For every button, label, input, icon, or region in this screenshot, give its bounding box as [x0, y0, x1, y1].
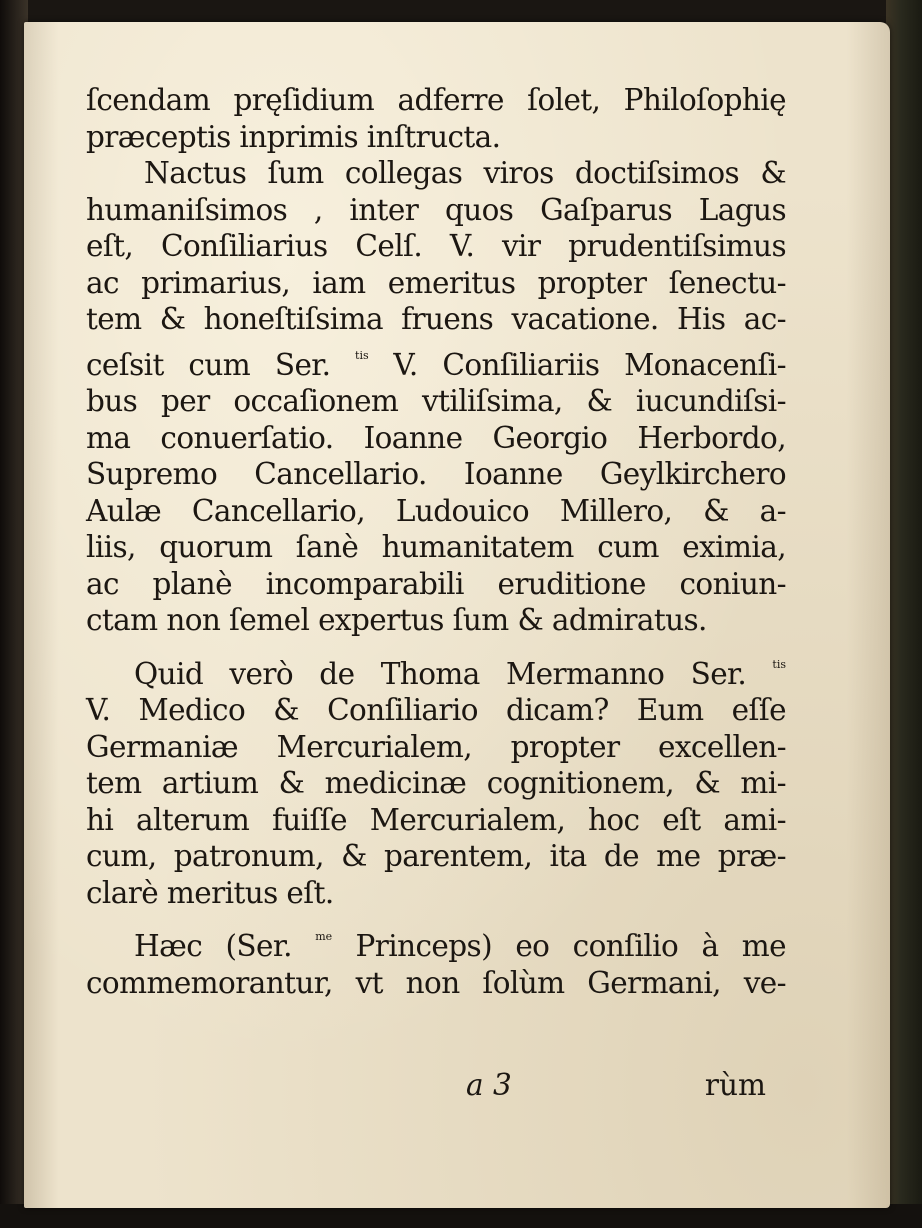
text-line: Aulæ Cancellario, Ludouico Millero, & a-	[86, 493, 786, 528]
abbreviation-superscript: tis	[355, 348, 369, 362]
signature-mark: a 3	[466, 1068, 512, 1102]
catchword: rùm	[704, 1068, 766, 1102]
text-line: ſcendam pręſidium adferre ſolet, Philoſophię	[86, 83, 786, 117]
text-line: clarè meritus eſt.	[86, 875, 334, 910]
text-line: commemorantur, vt non ſolùm Germani, ve-	[86, 965, 786, 1000]
text-line: Hæc (Ser. $^{me}$ Princeps) eo conſilio à me	[134, 929, 786, 963]
page-text	[86, 82, 786, 1001]
text-line: eſt, Conſiliarius Celſ. V. vir prudentiſsimus	[86, 229, 786, 263]
text-line: ac primarius, iam emeritus propter ſenectu-	[86, 265, 786, 300]
text-line: liis, quorum ſanè humanitatem cum eximia,	[86, 530, 786, 564]
text-line: humaniſsimos , inter quos Gaſparus Lagus	[86, 192, 786, 227]
text-line: Supremo Cancellario. Ioanne Geylkirchero	[86, 457, 786, 491]
text-line: Quid verò de Thoma Mermanno Ser. $^{tis}$	[134, 656, 786, 691]
abbreviation-superscript: tis	[772, 657, 786, 671]
text-line: Germaniæ Mercurialem, propter excellen-	[86, 729, 786, 764]
text-line: cum, patronum, & parentem, ita de me præ-	[86, 839, 786, 873]
book-cover-right-edge	[886, 0, 922, 1228]
text-line: ac planè incomparabili eruditione coniun-	[86, 566, 786, 601]
abbreviation-superscript: me	[315, 930, 333, 943]
text-line: hi alterum fuiſſe Mercurialem, hoc eſt ami-	[86, 802, 786, 837]
text-line: tem & honeſtiſsima fruens vacatione. His ac-	[86, 302, 786, 336]
text-line: præceptis inprimis inſtructa.	[86, 119, 501, 154]
text-line: Nactus ſum collegas viros doctiſsimos &	[144, 156, 786, 190]
book-page	[24, 22, 890, 1208]
text-line: ceſsit cum Ser. $^{tis}$ V. Conſiliariis Monacenſi-	[86, 347, 786, 382]
text-line: bus per occaſionem vtiliſsima, & iucundiſsi-	[86, 384, 786, 418]
text-line: V. Medico & Conſiliario dicam? Eum eſſe	[86, 693, 786, 727]
text-line: tem artium & medicinæ cognitionem, & mi-	[86, 766, 786, 800]
text-line: ma conuerſatio. Ioanne Georgio Herbordo,	[86, 420, 786, 455]
text-line: ctam non ſemel expertus ſum & admiratus.	[86, 603, 707, 637]
